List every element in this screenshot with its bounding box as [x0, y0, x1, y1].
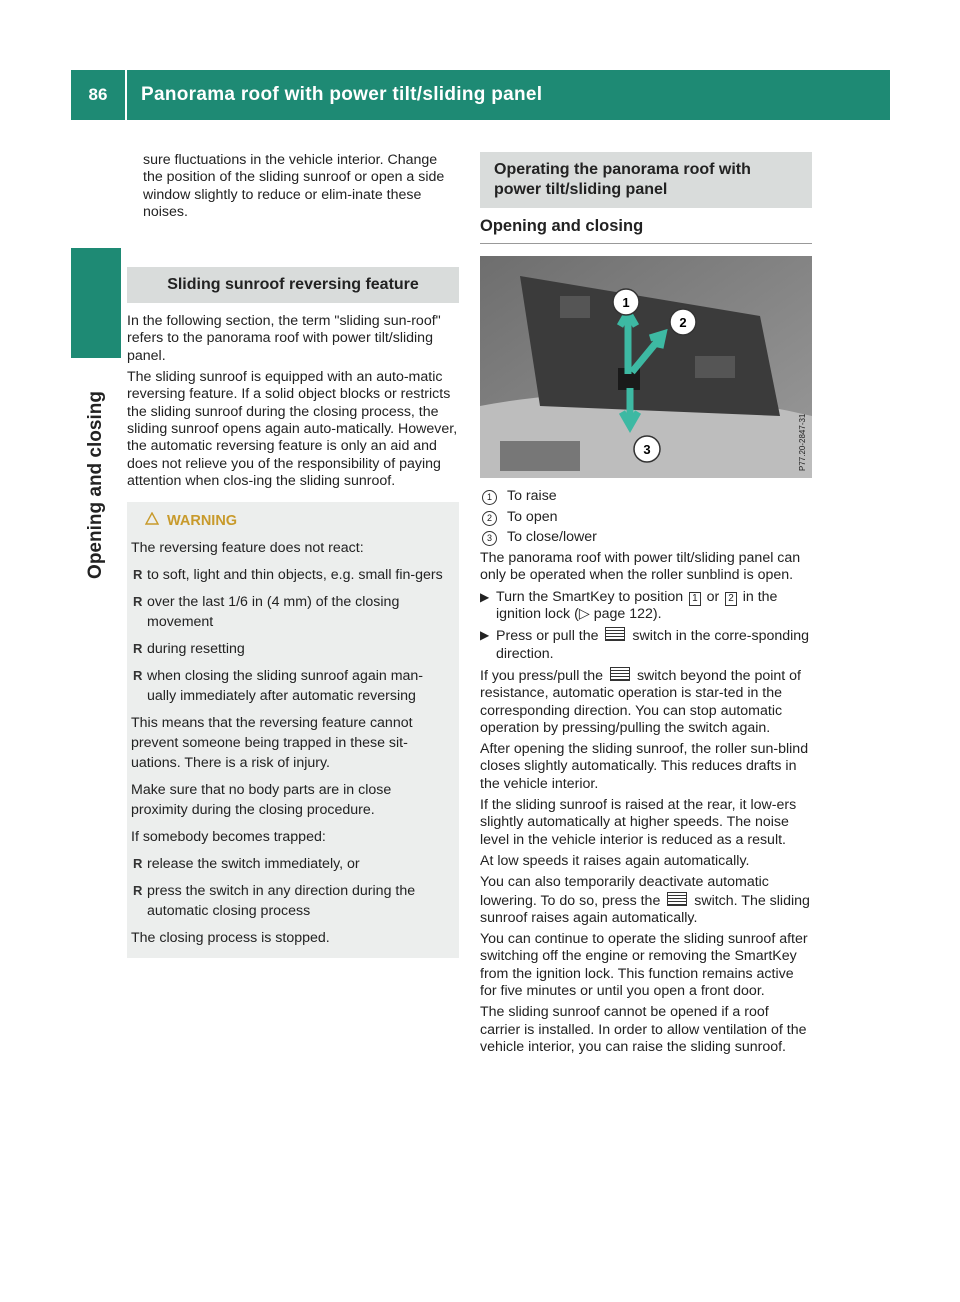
step-text: Press or pull the	[496, 628, 599, 645]
paragraph: In the following section, the term "sliding sun-roof" refers to the panorama roof with power tilt/sliding panel.	[127, 313, 441, 364]
paragraph-text: switch beyond the point of resistance, automatic operation is star-ted in the corresponding direction. You can stop automatic operation by pressing/pulling the switch again.	[480, 667, 801, 736]
key-position-1: 1	[689, 592, 701, 606]
legend-number: 1	[482, 490, 497, 505]
warning-paragraph: The closing process is stopped.	[131, 930, 330, 947]
right-column	[480, 152, 812, 1060]
list-item: R to soft, light and thin objects, e.g. small fin-gers	[131, 565, 451, 585]
list-item: R when closing the sliding sunroof again man-ually immediately after automatic reversing	[131, 666, 451, 706]
photo-code: P77.20-2847-31	[798, 413, 807, 472]
switch-icon	[610, 667, 630, 681]
paragraph	[480, 667, 812, 737]
legend-text: To open	[507, 508, 558, 525]
svg-text:3: 3	[643, 442, 651, 458]
legend-number: 3	[482, 531, 497, 546]
side-label-text: Opening and closing	[85, 391, 106, 579]
legend-item	[480, 529, 812, 546]
page-title: Panorama roof with power tilt/sliding panel	[141, 84, 543, 105]
paragraph-text: You can also temporarily deactivate automatic lowering. To do so, press the	[480, 874, 769, 909]
list-item: R over the last 1/6 in (4 mm) of the closing movement	[131, 592, 451, 632]
paragraph: If the sliding sunroof is raised at the rear, it low-ers slightly automatically at higher speeds. The noise level in the vehicle interior is reduced as a result.	[480, 797, 797, 848]
left-column	[127, 152, 459, 958]
warning-lead: The reversing feature does not react:	[131, 540, 364, 557]
warning-paragraph: This means that the reversing feature cannot prevent someone being trapped in these sit-uations. There is a risk of injury.	[131, 715, 413, 772]
callout-2	[670, 309, 696, 335]
paragraph: At low speeds it raises again automatically.	[480, 852, 750, 869]
subheading-opening-closing: Opening and closing	[480, 218, 812, 244]
legend-text: To raise	[507, 488, 557, 505]
list-item: R during resetting	[131, 639, 451, 659]
page-header	[71, 70, 890, 120]
paragraph-text: switch. The sliding sunroof raises again automatically.	[480, 892, 810, 926]
paragraph	[480, 874, 812, 927]
page-number: 86	[71, 70, 127, 120]
warning-triangle-icon	[145, 512, 159, 530]
step-arrow-icon: ▶	[480, 628, 490, 643]
warning-title-text: WARNING	[167, 513, 238, 530]
step-text: switch in the corre-sponding direction.	[496, 628, 810, 662]
legend-number: 2	[482, 511, 497, 526]
instruction-step	[480, 627, 812, 663]
page-reference: page 122).	[593, 606, 662, 623]
step-text: or	[706, 588, 720, 605]
step-text: Turn the SmartKey to position	[496, 588, 684, 605]
warning-paragraph: Make sure that no body parts are in close proximity during the closing procedure.	[131, 782, 392, 819]
section-tab	[71, 248, 121, 358]
paragraph: The sliding sunroof is equipped with an auto-matic reversing feature. If a solid object blocks or restricts the sliding sunroof during the closing process, the sliding sunroof opens again auto-matically. However, the automatic reversing feature is only an aid and does not relieve you of the responsibility of paying attention when clos-ing the sliding sunroof.	[127, 369, 458, 489]
step-arrow-icon: ▶	[480, 589, 490, 604]
switch-icon	[667, 892, 687, 906]
switch-icon	[605, 627, 625, 641]
paragraph: You can continue to operate the sliding sunroof after switching off the engine or removing the SmartKey from the ignition lock. This function remains active for five minutes or until you open a front door.	[480, 931, 808, 1000]
legend-text: To close/lower	[507, 528, 597, 545]
legend-item	[480, 488, 812, 505]
section-heading-reversing: Sliding sunroof reversing feature	[127, 267, 459, 303]
paragraph: After opening the sliding sunroof, the roller sun-blind closes slightly automatically. This reduces drafts in the vehicle interior.	[480, 741, 809, 792]
legend-item	[480, 509, 812, 526]
paragraph-text: If you press/pull the	[480, 667, 604, 684]
list-item: R press the switch in any direction during the automatic closing process	[131, 881, 451, 921]
paragraph: The panorama roof with power tilt/sliding panel can only be operated when the roller sunblind is open.	[480, 550, 801, 584]
svg-text:2: 2	[679, 315, 687, 331]
callout-1	[613, 289, 639, 315]
intro-text: sure fluctuations in the vehicle interior. Change the position of the sliding sunroof or open a side window slightly to reduce or elim-inate these noises.	[143, 152, 445, 220]
page-ref-icon: ▷	[578, 606, 590, 623]
step-text: in the ignition lock (	[496, 588, 778, 623]
list-item: R release the switch immediately, or	[131, 854, 451, 874]
paragraph: The sliding sunroof cannot be opened if a roof carrier is installed. In order to allow ventilation of the vehicle interior, you can raise the sliding sunroof.	[480, 1004, 807, 1055]
key-position-2: 2	[725, 592, 737, 606]
section-heading-operating: Operating the panorama roof with power tilt/sliding panel	[480, 152, 812, 208]
warning-title	[145, 512, 451, 530]
roof-control-photo	[480, 256, 812, 478]
svg-text:1: 1	[622, 295, 630, 311]
warning-box	[127, 502, 459, 958]
warning-paragraph: If somebody becomes trapped:	[131, 829, 326, 846]
instruction-step	[480, 589, 812, 624]
callout-3	[634, 436, 660, 462]
